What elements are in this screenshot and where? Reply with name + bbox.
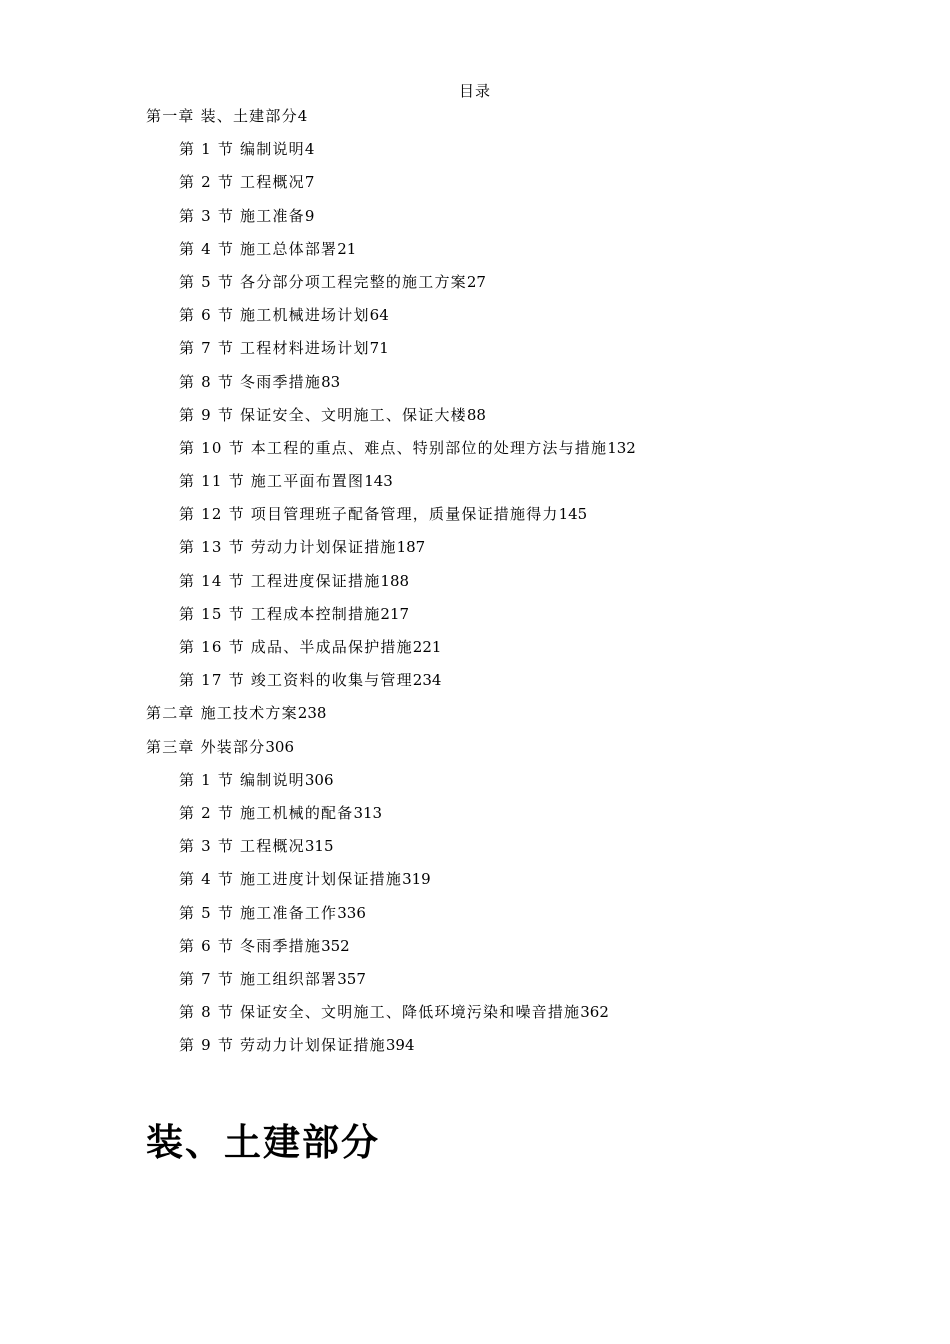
toc-entry-page: 357 [337,969,366,988]
toc-entry-page: 221 [412,638,442,656]
toc-entry-label: 第 16 节 成品、半成品保护措施 [179,638,413,656]
toc-entry-label: 第 5 节 施工准备工作 [179,903,338,922]
toc-entry[interactable] [0,702,950,735]
toc-entry-label: 第 7 节 施工组织部署 [179,969,338,988]
toc-entry-page: 188 [380,571,410,590]
toc-entry-page: 313 [353,803,383,822]
toc-entry-label: 第 12 节 项目管理班子配备管理，质量保证措施得力 [179,505,559,524]
toc-entry-page: 394 [385,1036,415,1055]
toc-entry-page: 143 [364,472,393,491]
toc-entry[interactable] [0,835,950,868]
toc-entry[interactable] [0,868,950,901]
toc-entry-label: 第 13 节 劳动力计划保证措施 [179,538,397,557]
toc-entry[interactable] [0,238,950,271]
toc-title: 目录 [458,82,491,100]
toc-entry-label: 第 1 节 编制说明 [179,140,305,159]
toc-entry[interactable] [0,503,950,536]
toc-entry[interactable] [0,404,950,437]
toc-entry[interactable] [0,337,950,370]
toc-entry-label: 第 9 节 保证安全、文明施工、保证大楼 [179,405,467,424]
toc-entry-label: 第 14 节 工程进度保证措施 [179,571,381,590]
toc-entry[interactable] [0,669,950,702]
toc-entry-page: 145 [558,505,588,524]
toc-entry[interactable] [0,171,950,204]
toc-entry[interactable] [0,902,950,935]
toc-entry-page: 4 [304,140,315,159]
toc-entry[interactable] [0,536,950,569]
toc-entry-label: 第一章 装、土建部分 [146,107,298,125]
toc-entry-page: 234 [412,671,442,690]
toc-entry[interactable] [0,470,950,503]
toc-entry-page: 21 [337,239,357,258]
toc-entry[interactable] [0,736,950,769]
toc-entry-page: 319 [402,870,431,889]
toc-entry-page: 83 [321,372,341,391]
toc-entry-page: 306 [265,737,295,756]
toc-entry-page: 27 [466,272,486,291]
toc-entry-label: 第 1 节 编制说明 [179,770,305,789]
toc-entry[interactable] [0,636,950,669]
toc-entry[interactable] [0,802,950,835]
toc-entry-page: 336 [337,903,366,922]
toc-entry[interactable] [0,1001,950,1034]
toc-entry-page: 132 [607,438,636,457]
toc-entry-page: 352 [321,936,350,955]
toc-entry-page: 64 [369,306,389,325]
toc-entry[interactable] [0,570,950,603]
toc-entry-label: 第 2 节 施工机械的配备 [179,803,354,822]
toc-entry[interactable] [0,371,950,404]
toc-entry-page: 7 [304,173,315,192]
toc-entry-page: 306 [304,770,334,789]
toc-entry-label: 第 9 节 劳动力计划保证措施 [179,1036,386,1055]
toc-entry-label: 第 3 节 工程概况 [179,837,305,856]
toc-entry-page: 362 [580,1003,609,1022]
toc-entry-label: 第 4 节 施工进度计划保证措施 [179,870,403,889]
section-heading: 装、土建部分 [146,1120,380,1164]
toc-entry[interactable] [0,935,950,968]
toc-entry-label: 第二章 施工技术方案 [146,704,298,723]
toc-entry-label: 第 7 节 工程材料进场计划 [179,339,370,358]
toc-entry-label: 第 11 节 施工平面布置图 [179,472,365,491]
toc-entry-label: 第 5 节 各分部分项工程完整的施工方案 [179,272,467,291]
toc-entry-label: 第 6 节 施工机械进场计划 [179,306,370,325]
toc-entry-page: 187 [396,538,426,557]
toc-entry-label: 第 2 节 工程概况 [179,173,305,192]
toc-entry-page: 315 [304,837,334,856]
toc-entry[interactable] [0,603,950,636]
toc-entry[interactable] [0,205,950,238]
toc-entry[interactable] [0,271,950,304]
toc-entry-label: 第 4 节 施工总体部署 [179,239,338,258]
toc-entry-page: 238 [297,704,327,723]
toc-entry-label: 第 3 节 施工准备 [179,206,305,225]
toc-entry-label: 第 8 节 保证安全、文明施工、降低环境污染和噪音措施 [179,1003,581,1022]
toc-entry[interactable] [0,1034,950,1067]
toc-entry[interactable] [0,769,950,802]
toc-entry-label: 第三章 外装部分 [146,737,266,756]
toc-entry[interactable] [0,304,950,337]
toc-entry[interactable] [0,968,950,1001]
toc-entry-page: 9 [304,206,315,225]
toc-entry[interactable] [0,437,950,470]
toc-entry-page: 217 [380,604,410,623]
toc-entry[interactable] [0,105,950,138]
toc-entry-label: 第 17 节 竣工资料的收集与管理 [179,671,413,690]
toc-entry-page: 4 [297,107,308,125]
toc-entry-label: 第 6 节 冬雨季措施 [179,936,322,955]
toc-entry-label: 第 15 节 工程成本控制措施 [179,604,381,623]
toc-entry-label: 第 10 节 本工程的重点、难点、特别部位的处理方法与措施 [179,438,608,457]
toc-entry[interactable] [0,138,950,171]
table-of-contents [0,105,950,1067]
toc-entry-page: 88 [466,405,486,424]
toc-entry-label: 第 8 节 冬雨季措施 [179,372,322,391]
toc-entry-page: 71 [369,339,389,358]
